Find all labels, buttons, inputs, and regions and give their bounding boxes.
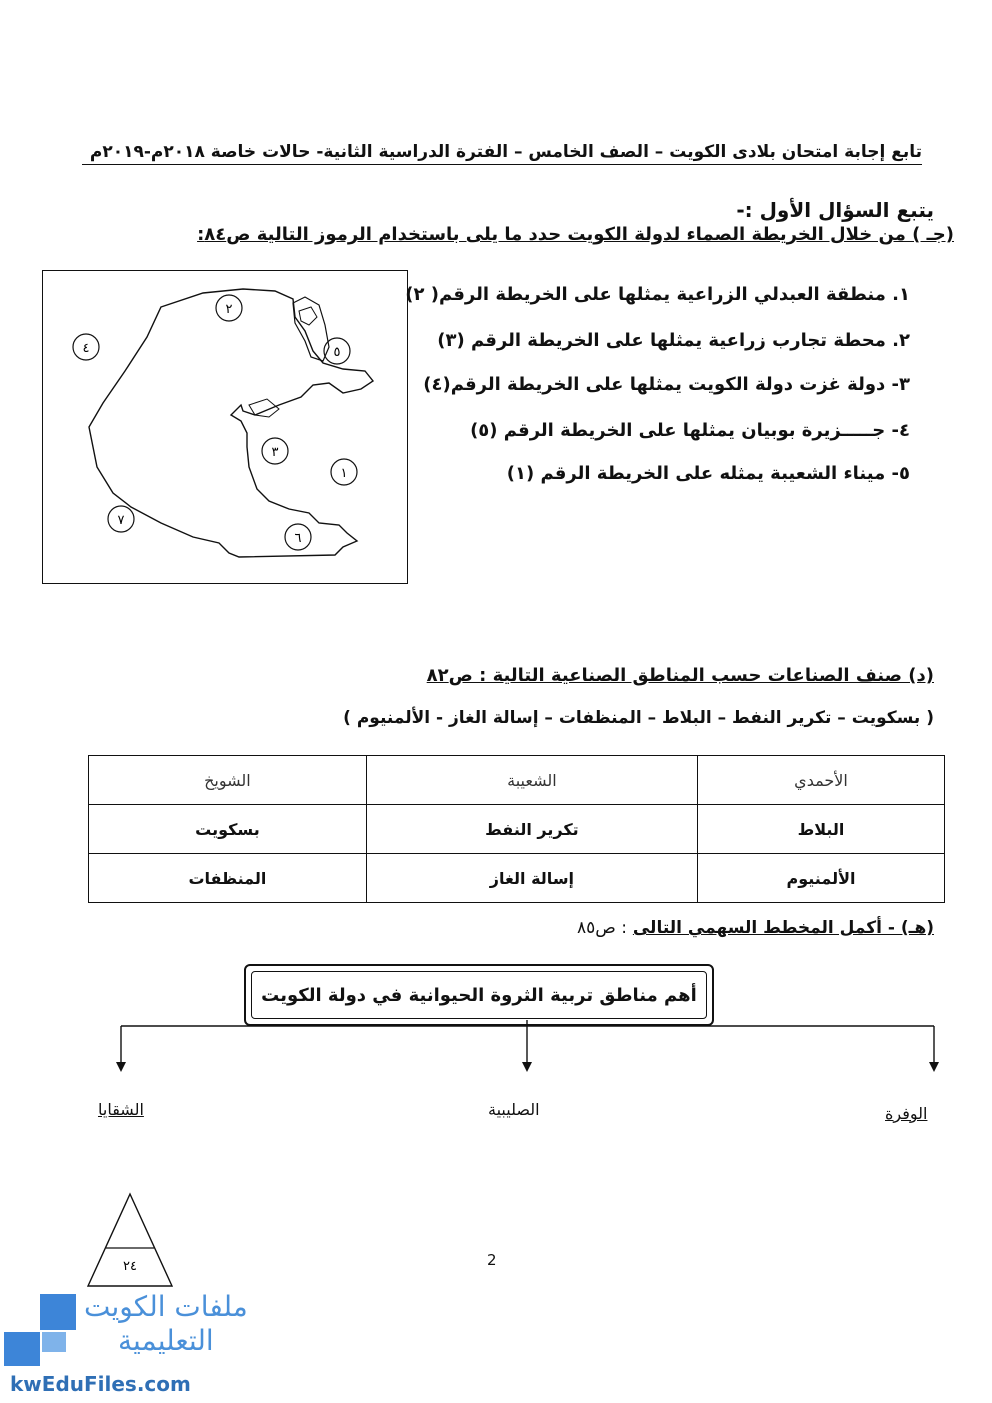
map-label-5: ٥ [333, 345, 341, 360]
table-header-cell: الأحمدي [697, 756, 944, 805]
industries-table [88, 755, 945, 903]
table-cell: بسكويت [89, 805, 367, 854]
logo-latin: kwEduFiles.com [10, 1372, 191, 1396]
table-row [89, 805, 945, 854]
map-label-1: ١ [340, 466, 348, 481]
warbah-island [299, 307, 317, 325]
logo-arabic [84, 1290, 248, 1358]
flow-arrows [0, 1020, 992, 1080]
page-number: 2 [487, 1251, 497, 1269]
map-circles [73, 295, 357, 550]
section-j-title: (جـ ) من خلال الخريطة الصماء لدولة الكويت حدد ما يلى باستخدام الرموز التالية ص٨٤: [197, 224, 954, 245]
map-label-7: ٧ [117, 513, 125, 528]
flow-root-text: أهم مناطق تربية الثروة الحيوانية في دولة الكويت [251, 971, 707, 1019]
table-cell: البلاط [697, 805, 944, 854]
map-item: ٥- ميناء الشعيبة يمثله على الخريطة الرقم (١) [506, 463, 910, 484]
table-cell: المنظفات [89, 854, 367, 903]
table-cell: تكرير النفط [366, 805, 697, 854]
flow-leaf-sulaibiya: الصليبية [488, 1100, 540, 1119]
map-label-2: ٢ [225, 302, 233, 317]
table-header-cell: الشعيبة [366, 756, 697, 805]
question-title: يتبع السؤال الأول :- [736, 198, 934, 222]
map-item: ٣- دولة غزت دولة الكويت يمثلها على الخريطة الرقم(٤) [423, 374, 910, 395]
logo-blocks-icon [0, 1290, 90, 1370]
grade-mark: ٢٤ [123, 1259, 137, 1274]
map-item: ١. منطقة العبدلي الزراعية يمثلها على الخريطة الرقم( ٢) [405, 284, 910, 305]
logo-arabic-line1: ملفات الكويت [84, 1290, 248, 1323]
table-row [89, 854, 945, 903]
map-label-6: ٦ [294, 531, 302, 546]
grade-triangle [80, 1190, 180, 1290]
logo-arabic-line2: التعليمية [118, 1324, 214, 1357]
map-item: ٤- جـــــزيرة بوبيان يمثلها على الخريطة الرقم (٥) [470, 420, 910, 441]
map-label-4: ٤ [82, 341, 90, 356]
map-outline [43, 271, 407, 583]
table-cell: الألمنيوم [697, 854, 944, 903]
section-h-label: (هـ) - أكمل المخطط السهمي التالى [632, 918, 934, 938]
flow-leaf-wafra: الوفرة [885, 1104, 928, 1123]
map-item: ٢. محطة تجارب زراعية يمثلها على الخريطة الرقم (٣) [437, 330, 910, 351]
section-d-title: (د) صنف الصناعات حسب المناطق الصناعية التالية : ص٨٢ [426, 665, 934, 686]
kuwait-outline [89, 289, 373, 557]
flow-leaf-shaqaya: الشقايا [98, 1100, 144, 1119]
table-header-cell: الشويخ [89, 756, 367, 805]
table-header-row [89, 756, 945, 805]
kuwait-blank-map [42, 270, 408, 584]
map-label-3: ٣ [271, 445, 279, 460]
word-bank: ( بسكويت – تكرير النفط – البلاط – المنظفات – إسالة الغاز - الألمنيوم ) [343, 708, 934, 728]
section-h-title [577, 918, 934, 938]
flow-root-box [244, 964, 714, 1026]
section-h-page-ref: : ص٨٥ [576, 918, 627, 938]
table-cell: إسالة الغاز [366, 854, 697, 903]
page-header: تابع إجابة امتحان بلادى الكويت – الصف الخامس – الفترة الدراسية الثانية- حالات خاصة ٢٠١٨م-٢٠١٩م [82, 142, 922, 165]
